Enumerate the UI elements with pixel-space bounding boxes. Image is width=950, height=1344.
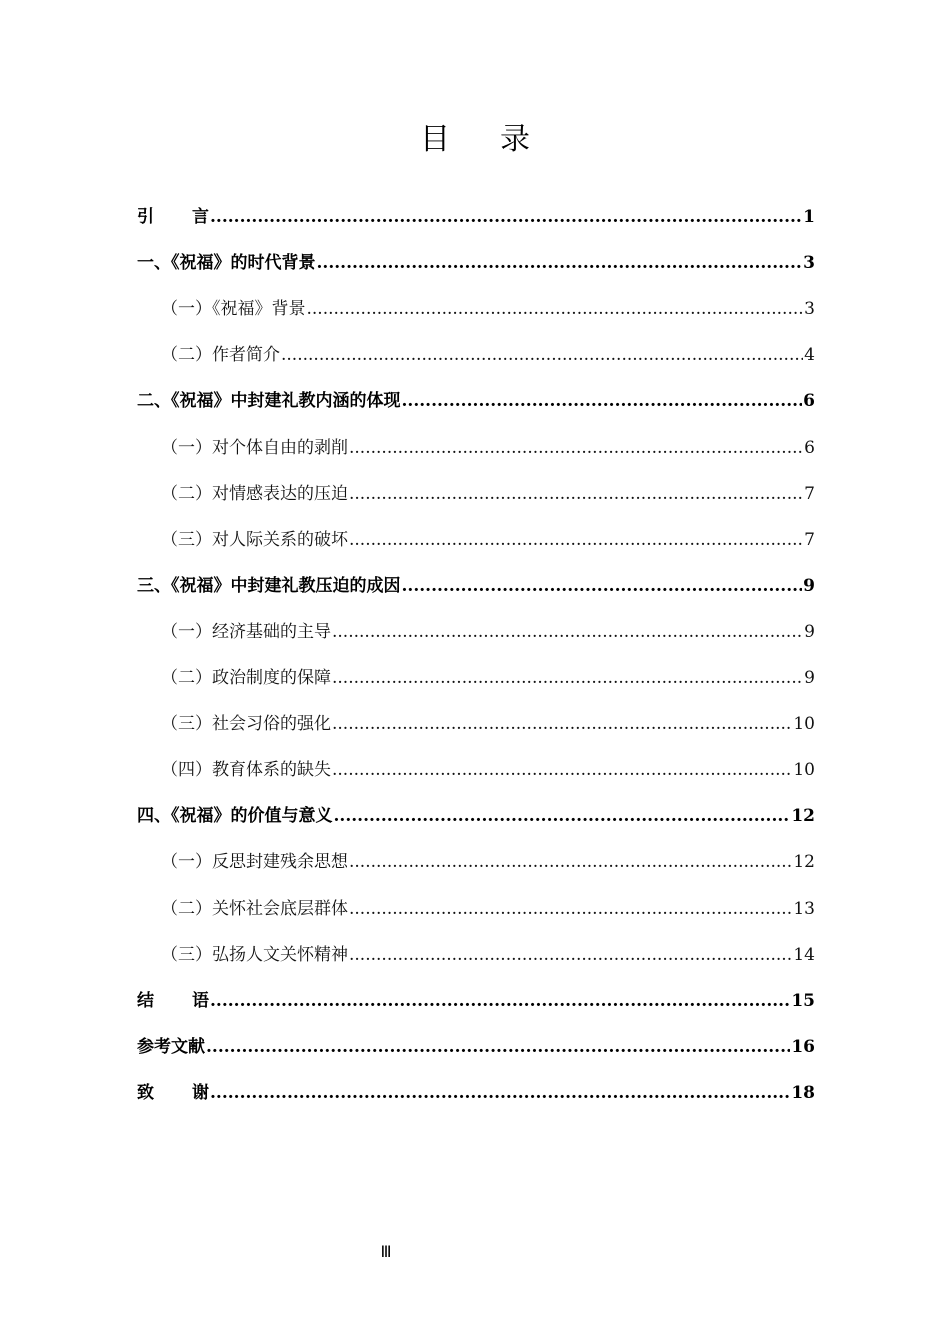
toc-entry-chapter[interactable] bbox=[137, 1013, 815, 1059]
toc-entry-label: （一）经济基础的主导 bbox=[161, 621, 331, 642]
toc-entry-label: 二、《祝福》中封建礼教内涵的体现 bbox=[137, 391, 401, 412]
toc-dot-leader bbox=[349, 528, 803, 552]
toc-entry-label bbox=[137, 205, 209, 229]
toc-entry-label: 一、《祝福》的时代背景 bbox=[137, 253, 316, 274]
toc-entry-page-number: 9 bbox=[804, 621, 815, 642]
toc-entry-section[interactable] bbox=[137, 506, 815, 552]
toc-entry-page-number: 3 bbox=[804, 299, 815, 320]
toc-dot-leader bbox=[210, 205, 802, 229]
toc-entry-page-number: 10 bbox=[793, 760, 815, 781]
toc-entry-page-number: 9 bbox=[803, 575, 815, 596]
toc-entry-label: （二）政治制度的保障 bbox=[161, 668, 331, 689]
toc-entry-section[interactable] bbox=[137, 321, 815, 367]
page-number: Ⅲ bbox=[380, 1242, 392, 1261]
toc-entry-label: （二）关怀社会底层群体 bbox=[161, 898, 348, 919]
toc-entry-section[interactable] bbox=[137, 736, 815, 782]
toc-entry-page-number: 12 bbox=[791, 806, 815, 827]
toc-title bbox=[0, 118, 950, 162]
toc-entry-page-number: 3 bbox=[803, 253, 815, 274]
toc-dot-leader bbox=[210, 1081, 790, 1105]
toc-entry-label-char: 结 bbox=[137, 990, 154, 1011]
toc-entry-page-number: 1 bbox=[803, 207, 815, 228]
toc-entry-section[interactable] bbox=[137, 644, 815, 690]
toc-entry-chapter[interactable] bbox=[137, 183, 815, 229]
toc-entry-label-char: 谢 bbox=[192, 1082, 209, 1103]
toc-title-char-2: 录 bbox=[500, 122, 530, 157]
toc-entry-chapter[interactable] bbox=[137, 1059, 815, 1105]
toc-entry-chapter[interactable] bbox=[137, 367, 815, 413]
toc-dot-leader bbox=[206, 1035, 790, 1059]
toc-dot-leader bbox=[317, 251, 803, 275]
toc-entry-label: （二）作者简介 bbox=[161, 345, 280, 366]
toc-entry-page-number: 16 bbox=[791, 1036, 815, 1057]
toc-entry-label: （三）弘扬人文关怀精神 bbox=[161, 944, 348, 965]
toc-title-char-1: 目 bbox=[420, 122, 450, 157]
toc-dot-leader bbox=[349, 943, 792, 967]
toc-entry-chapter[interactable] bbox=[137, 552, 815, 598]
toc-entry-section[interactable] bbox=[137, 598, 815, 644]
toc-entry-label: 三、《祝福》中封建礼教压迫的成因 bbox=[137, 575, 401, 596]
toc-entry-label: （三）对人际关系的破坏 bbox=[161, 529, 348, 550]
toc-entry-section[interactable] bbox=[137, 275, 815, 321]
toc-entry-page-number: 7 bbox=[804, 483, 815, 504]
toc-entry-label bbox=[137, 1081, 209, 1105]
toc-entry-page-number: 4 bbox=[804, 345, 815, 366]
toc-dot-leader bbox=[332, 712, 792, 736]
toc-entry-page-number: 15 bbox=[791, 990, 815, 1011]
toc-entry-label bbox=[137, 989, 209, 1013]
toc-entry-label: （一）《祝福》背景 bbox=[161, 299, 306, 320]
toc-entry-page-number: 12 bbox=[793, 852, 815, 873]
toc-entry-page-number: 6 bbox=[804, 437, 815, 458]
toc-entry-page-number: 18 bbox=[791, 1082, 815, 1103]
toc-entry-section[interactable] bbox=[137, 413, 815, 459]
toc-entry-label: （四）教育体系的缺失 bbox=[161, 760, 331, 781]
toc-entry-page-number: 6 bbox=[803, 391, 815, 412]
toc-entry-page-number: 14 bbox=[793, 944, 815, 965]
toc-entry-page-number: 7 bbox=[804, 529, 815, 550]
toc-entry-page-number: 13 bbox=[793, 898, 815, 919]
toc-dot-leader bbox=[349, 482, 803, 506]
toc-dot-leader bbox=[332, 620, 803, 644]
table-of-contents bbox=[137, 183, 815, 1105]
toc-dot-leader bbox=[281, 343, 803, 367]
toc-entry-section[interactable] bbox=[137, 874, 815, 920]
toc-dot-leader bbox=[334, 804, 791, 828]
toc-dot-leader bbox=[307, 297, 804, 321]
toc-entry-section[interactable] bbox=[137, 690, 815, 736]
toc-entry-section[interactable] bbox=[137, 921, 815, 967]
toc-entry-label-char: 引 bbox=[137, 207, 154, 228]
toc-dot-leader bbox=[349, 897, 792, 921]
toc-entry-page-number: 9 bbox=[804, 668, 815, 689]
toc-entry-section[interactable] bbox=[137, 460, 815, 506]
toc-entry-page-number: 10 bbox=[793, 714, 815, 735]
toc-entry-section[interactable] bbox=[137, 828, 815, 874]
toc-dot-leader bbox=[349, 850, 792, 874]
toc-entry-label: （二）对情感表达的压迫 bbox=[161, 483, 348, 504]
toc-dot-leader bbox=[402, 574, 803, 598]
toc-dot-leader bbox=[332, 666, 803, 690]
toc-dot-leader bbox=[210, 989, 790, 1013]
toc-entry-chapter[interactable] bbox=[137, 967, 815, 1013]
toc-dot-leader bbox=[332, 758, 792, 782]
toc-entry-label: 参考文献 bbox=[137, 1036, 205, 1057]
toc-dot-leader bbox=[402, 389, 803, 413]
toc-entry-label-char: 言 bbox=[192, 207, 209, 228]
toc-entry-label: （三）社会习俗的强化 bbox=[161, 714, 331, 735]
toc-entry-label-char: 语 bbox=[192, 990, 209, 1011]
toc-entry-chapter[interactable] bbox=[137, 782, 815, 828]
toc-entry-label: （一）反思封建残余思想 bbox=[161, 852, 348, 873]
toc-entry-label-char: 致 bbox=[137, 1082, 154, 1103]
toc-dot-leader bbox=[349, 436, 803, 460]
toc-entry-chapter[interactable] bbox=[137, 229, 815, 275]
toc-entry-label: 四、《祝福》的价值与意义 bbox=[137, 806, 333, 827]
toc-entry-label: （一）对个体自由的剥削 bbox=[161, 437, 348, 458]
